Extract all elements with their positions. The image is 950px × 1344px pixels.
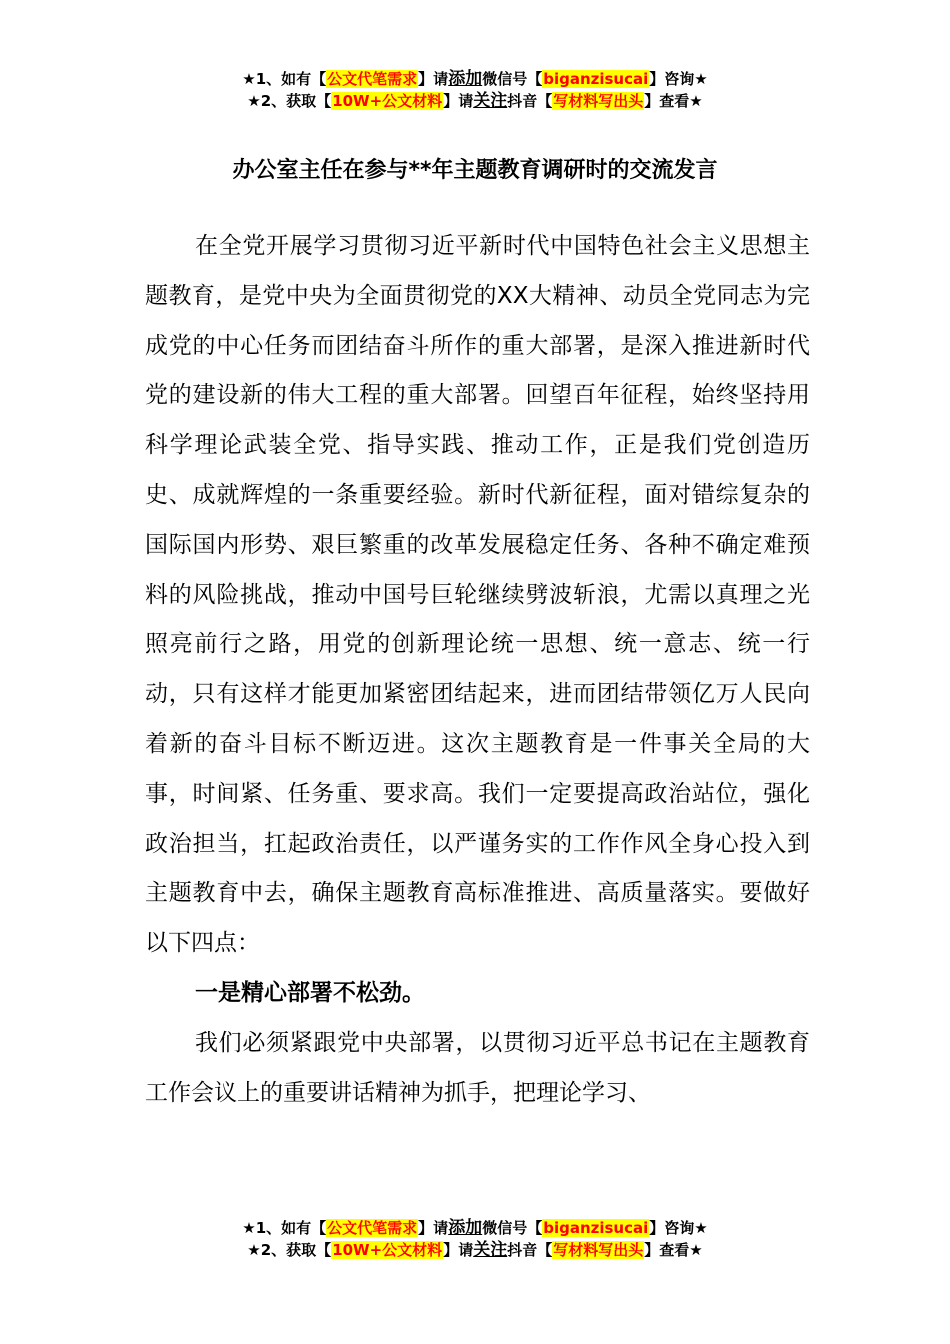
document-body <box>145 222 810 1118</box>
banner-text: 】咨询★ <box>649 1219 708 1237</box>
document-title: 办公室主任在参与**年主题教育调研时的交流发言 <box>232 158 718 183</box>
banner-text: 】请 <box>443 1241 474 1259</box>
body-paragraph: 我们必须紧跟党中央部署，以贯彻习近平总书记在主题教育工作会议上的重要讲话精神为抓手，把理论学习、 <box>145 1029 810 1106</box>
banner-highlight: 公文代笔需求 <box>327 1219 418 1237</box>
banner-line-2 <box>0 90 950 112</box>
banner-text: ★1、如有【 <box>242 70 327 88</box>
banner-text: 】咨询★ <box>649 70 708 88</box>
banner-text: 】请 <box>418 1219 449 1237</box>
header-banner <box>0 68 950 112</box>
banner-line-1 <box>0 1217 950 1239</box>
banner-emphasis: 添加 <box>448 69 483 89</box>
banner-emphasis: 添加 <box>448 1218 483 1238</box>
banner-text: 微信号【 <box>482 1219 543 1237</box>
banner-highlight: 写材料写出头 <box>553 92 644 110</box>
banner-text: ★2、获取【 <box>247 92 332 110</box>
section-heading: 一是精心部署不松劲。 <box>195 979 425 1006</box>
banner-highlight: 10W+公文材料 <box>332 1241 443 1259</box>
banner-text: 抖音【 <box>507 1241 553 1259</box>
banner-line-2 <box>0 1239 950 1261</box>
banner-text: 】请 <box>418 70 449 88</box>
body-paragraph: 在全党开展学习贯彻习近平新时代中国特色社会主义思想主题教育，是党中央为全面贯彻党的XX大精神、动员全党同志为完成党的中心任务而团结奋斗所作的重大部署，是深入推进新时代党的建设新的伟大工程的重大部署。回望百年征程，始终坚持用科学理论武装全党、指导实践、推动工作，正是我们党创造历史、成就辉煌的一条重要经验。新时代新征程，面对错综复杂的国际国内形势、艰巨繁重的改革发展稳定任务、各种不确定难预料的风险挑战，推动中国号巨轮继续劈波斩浪，尤需以真理之光照亮前行之路，用党的创新理论统一思想、统一意志、统一行动，只有这样才能更加紧密团结起来，进而团结带领亿万人民向着新的奋斗目标不断迈进。这次主题教育是一件事关全局的大事，时间紧、任务重、要求高。我们一定要提高政治站位，强化政治担当，扛起政治责任，以严谨务实的工作作风全身心投入到主题教育中去，确保主题教育高标准推进、高质量落实。要做好以下四点： <box>145 233 810 957</box>
banner-text: 微信号【 <box>482 70 543 88</box>
banner-text: 】查看★ <box>644 1241 703 1259</box>
banner-text: 】请 <box>443 92 474 110</box>
footer-banner <box>0 1217 950 1261</box>
banner-highlight: biganzisucai <box>543 1219 649 1237</box>
banner-text: ★1、如有【 <box>242 1219 327 1237</box>
banner-emphasis: 关注 <box>473 91 508 111</box>
banner-text: 抖音【 <box>507 92 553 110</box>
banner-emphasis: 关注 <box>473 1240 508 1260</box>
banner-text: 】查看★ <box>644 92 703 110</box>
banner-line-1 <box>0 68 950 90</box>
banner-highlight: biganzisucai <box>543 70 649 88</box>
banner-highlight: 写材料写出头 <box>553 1241 644 1259</box>
banner-text: ★2、获取【 <box>247 1241 332 1259</box>
banner-highlight: 10W+公文材料 <box>332 92 443 110</box>
banner-highlight: 公文代笔需求 <box>327 70 418 88</box>
